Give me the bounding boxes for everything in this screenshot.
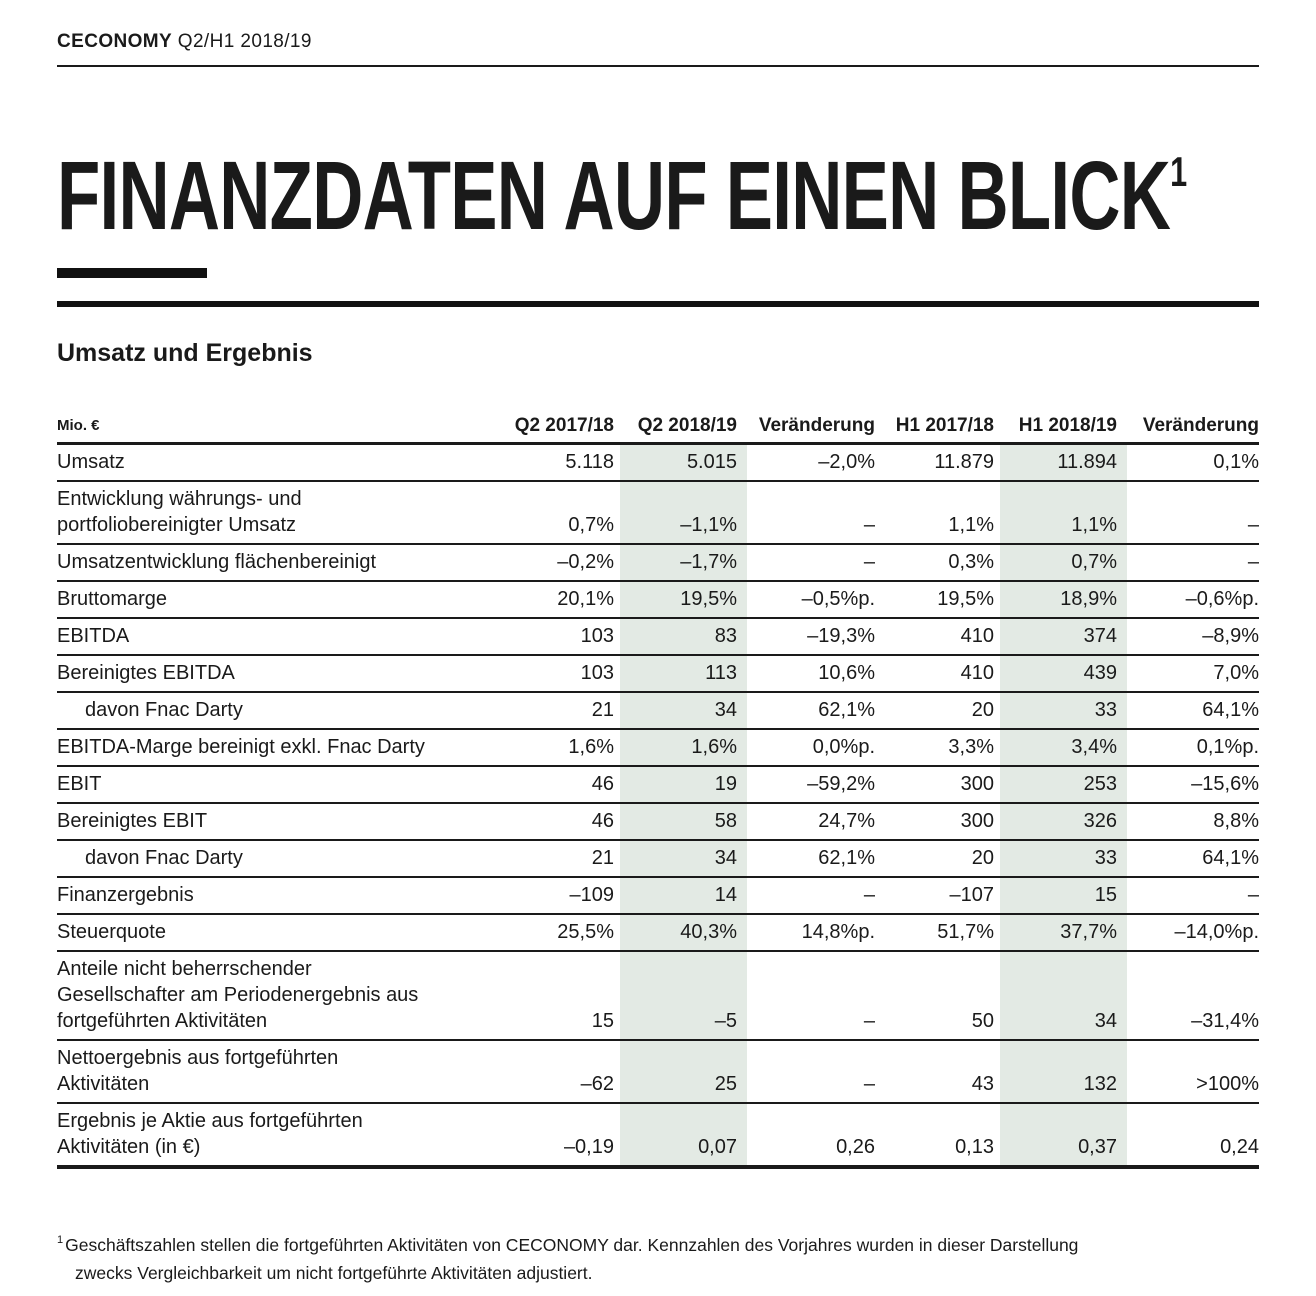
cell-value: 1,1%: [875, 481, 1000, 544]
cell-value: –: [1127, 877, 1259, 914]
running-header: [57, 30, 1259, 53]
table-row: [57, 877, 1259, 914]
cell-value: –59,2%: [747, 766, 875, 803]
cell-value: –: [747, 544, 875, 581]
cell-value: 0,24: [1127, 1103, 1259, 1167]
cell-value: 11.894: [1000, 444, 1127, 482]
cell-value: –0,6%p.: [1127, 581, 1259, 618]
cell-value: –0,5%p.: [747, 581, 875, 618]
cell-value: –2,0%: [747, 444, 875, 482]
cell-value: 0,07: [620, 1103, 747, 1167]
cell-value: 103: [487, 655, 620, 692]
cell-value: 0,0%p.: [747, 729, 875, 766]
row-label-line: Umsatz: [57, 451, 125, 473]
table-row: [57, 914, 1259, 951]
cell-value: –15,6%: [1127, 766, 1259, 803]
table-row: [57, 951, 1259, 1040]
cell-value: 18,9%: [1000, 581, 1127, 618]
cell-value: 300: [875, 766, 1000, 803]
row-label: [57, 840, 487, 877]
row-label: [57, 481, 487, 544]
cell-value: 20,1%: [487, 581, 620, 618]
cell-value: 19: [620, 766, 747, 803]
cell-value: –1,7%: [620, 544, 747, 581]
row-label: [57, 618, 487, 655]
table-row: [57, 766, 1259, 803]
cell-value: –: [747, 481, 875, 544]
cell-value: 64,1%: [1127, 840, 1259, 877]
cell-value: 19,5%: [620, 581, 747, 618]
column-header-q2-2018-19: Q2 2018/19: [620, 406, 747, 444]
row-label-line: EBITDA: [57, 625, 130, 647]
cell-value: 19,5%: [875, 581, 1000, 618]
cell-value: 51,7%: [875, 914, 1000, 951]
cell-value: –8,9%: [1127, 618, 1259, 655]
page-title-text: FINANZDATEN AUF EINEN BLICK: [57, 141, 1171, 250]
table-row: [57, 692, 1259, 729]
cell-value: –: [1127, 481, 1259, 544]
cell-value: 1,6%: [620, 729, 747, 766]
cell-value: 374: [1000, 618, 1127, 655]
cell-value: 0,37: [1000, 1103, 1127, 1167]
cell-value: 83: [620, 618, 747, 655]
cell-value: 410: [875, 655, 1000, 692]
cell-value: 58: [620, 803, 747, 840]
cell-value: 50: [875, 951, 1000, 1040]
cell-value: 300: [875, 803, 1000, 840]
table-row: [57, 581, 1259, 618]
row-label-line: EBITDA-Marge bereinigt exkl. Fnac Darty: [57, 736, 425, 758]
row-label: [57, 1040, 487, 1103]
cell-value: –0,19: [487, 1103, 620, 1167]
row-label-line: Entwicklung währungs- und: [57, 488, 302, 510]
table-row: [57, 1040, 1259, 1103]
cell-value: >100%: [1127, 1040, 1259, 1103]
cell-value: 21: [487, 840, 620, 877]
cell-value: 46: [487, 803, 620, 840]
column-header-q2-2017-18: Q2 2017/18: [487, 406, 620, 444]
row-label: [57, 581, 487, 618]
cell-value: 5.015: [620, 444, 747, 482]
table-row: [57, 729, 1259, 766]
page-title: [57, 141, 1188, 250]
report-period: Q2/H1 2018/19: [172, 31, 312, 52]
table-header-row: [57, 406, 1259, 444]
table-row: [57, 840, 1259, 877]
row-label-line: davon Fnac Darty: [85, 699, 243, 721]
financial-table: [57, 406, 1259, 1169]
title-footnote-marker: 1: [1170, 148, 1188, 195]
row-label-line: Bruttomarge: [57, 588, 168, 610]
row-label: [57, 444, 487, 482]
cell-value: 410: [875, 618, 1000, 655]
footnote: [57, 1227, 1259, 1287]
column-header-veraenderung-h1: Veränderung: [1127, 406, 1259, 444]
row-label-line: Aktivitäten (in €): [57, 1136, 201, 1158]
cell-value: 439: [1000, 655, 1127, 692]
cell-value: –31,4%: [1127, 951, 1259, 1040]
cell-value: 1,6%: [487, 729, 620, 766]
cell-value: 15: [1000, 877, 1127, 914]
header-rule: [57, 65, 1259, 67]
row-label-line: davon Fnac Darty: [85, 847, 243, 869]
row-label-line: Steuerquote: [57, 921, 166, 943]
cell-value: 0,26: [747, 1103, 875, 1167]
row-label: [57, 766, 487, 803]
column-header-h1-2018-19: H1 2018/19: [1000, 406, 1127, 444]
cell-value: 14,8%p.: [747, 914, 875, 951]
row-label-line: Finanzergebnis: [57, 884, 194, 906]
cell-value: 40,3%: [620, 914, 747, 951]
table-row: [57, 618, 1259, 655]
cell-value: 33: [1000, 840, 1127, 877]
row-label-line: EBIT: [57, 773, 102, 795]
row-label: [57, 1103, 487, 1167]
cell-value: –1,1%: [620, 481, 747, 544]
table-row: [57, 655, 1259, 692]
section-divider-rule: [57, 301, 1259, 307]
cell-value: –: [747, 877, 875, 914]
cell-value: 1,1%: [1000, 481, 1127, 544]
cell-value: 33: [1000, 692, 1127, 729]
footnote-text-2: zwecks Vergleichbarkeit um nicht fortgeführte Aktivitäten adjustiert.: [75, 1262, 593, 1283]
unit-label: Mio. €: [57, 406, 487, 444]
cell-value: 7,0%: [1127, 655, 1259, 692]
table-row: [57, 444, 1259, 482]
row-label-line: portfoliobereinigter Umsatz: [57, 514, 296, 536]
cell-value: 3,3%: [875, 729, 1000, 766]
cell-value: –19,3%: [747, 618, 875, 655]
cell-value: 0,1%p.: [1127, 729, 1259, 766]
cell-value: 253: [1000, 766, 1127, 803]
row-label: [57, 914, 487, 951]
cell-value: 10,6%: [747, 655, 875, 692]
row-label: [57, 544, 487, 581]
row-label-line: Ergebnis je Aktie aus fortgeführten: [57, 1110, 363, 1132]
cell-value: 62,1%: [747, 692, 875, 729]
cell-value: –14,0%p.: [1127, 914, 1259, 951]
row-label: [57, 729, 487, 766]
footnote-line-1: [57, 1227, 1259, 1259]
cell-value: –107: [875, 877, 1000, 914]
cell-value: 34: [1000, 951, 1127, 1040]
cell-value: 103: [487, 618, 620, 655]
row-label: [57, 692, 487, 729]
cell-value: 326: [1000, 803, 1127, 840]
cell-value: –: [747, 951, 875, 1040]
cell-value: 0,13: [875, 1103, 1000, 1167]
cell-value: 0,7%: [1000, 544, 1127, 581]
cell-value: 20: [875, 840, 1000, 877]
cell-value: –: [1127, 544, 1259, 581]
cell-value: 25,5%: [487, 914, 620, 951]
cell-value: 37,7%: [1000, 914, 1127, 951]
cell-value: 3,4%: [1000, 729, 1127, 766]
table-row: [57, 544, 1259, 581]
brand-name: CECONOMY: [57, 31, 173, 52]
section-heading: Umsatz und Ergebnis: [57, 339, 313, 367]
cell-value: –109: [487, 877, 620, 914]
footnote-marker: 1: [57, 1234, 64, 1246]
footnote-text-1: Geschäftszahlen stellen die fortgeführten Aktivitäten von CECONOMY dar. Kennzahlen des Vorjahres wurden in dieser Darstellung: [65, 1234, 1079, 1255]
title-accent-bar: [57, 268, 207, 278]
cell-value: 0,1%: [1127, 444, 1259, 482]
cell-value: –62: [487, 1040, 620, 1103]
cell-value: 14: [620, 877, 747, 914]
cell-value: 24,7%: [747, 803, 875, 840]
cell-value: 5.118: [487, 444, 620, 482]
cell-value: 64,1%: [1127, 692, 1259, 729]
cell-value: –0,2%: [487, 544, 620, 581]
cell-value: 0,7%: [487, 481, 620, 544]
row-label-line: Gesellschafter am Periodenergebnis aus: [57, 984, 419, 1006]
row-label: [57, 951, 487, 1040]
cell-value: –5: [620, 951, 747, 1040]
cell-value: 20: [875, 692, 1000, 729]
row-label: [57, 803, 487, 840]
cell-value: 15: [487, 951, 620, 1040]
cell-value: 11.879: [875, 444, 1000, 482]
column-header-veraenderung-q2: Veränderung: [747, 406, 875, 444]
cell-value: 46: [487, 766, 620, 803]
row-label-line: fortgeführten Aktivitäten: [57, 1010, 268, 1032]
cell-value: 25: [620, 1040, 747, 1103]
cell-value: 34: [620, 840, 747, 877]
row-label-line: Nettoergebnis aus fortgeführten: [57, 1047, 339, 1069]
cell-value: 0,3%: [875, 544, 1000, 581]
cell-value: 132: [1000, 1040, 1127, 1103]
cell-value: 8,8%: [1127, 803, 1259, 840]
cell-value: 43: [875, 1040, 1000, 1103]
row-label-line: Aktivitäten: [57, 1073, 150, 1095]
row-label-line: Bereinigtes EBIT: [57, 810, 208, 832]
cell-value: –: [747, 1040, 875, 1103]
row-label: [57, 655, 487, 692]
table-row: [57, 1103, 1259, 1167]
row-label-line: Umsatzentwicklung flächenbereinigt: [57, 551, 377, 573]
cell-value: 113: [620, 655, 747, 692]
row-label: [57, 877, 487, 914]
table-row: [57, 803, 1259, 840]
row-label-line: Anteile nicht beherrschender: [57, 958, 312, 980]
table-row: [57, 481, 1259, 544]
cell-value: 62,1%: [747, 840, 875, 877]
row-label-line: Bereinigtes EBITDA: [57, 662, 235, 684]
column-header-h1-2017-18: H1 2017/18: [875, 406, 1000, 444]
cell-value: 21: [487, 692, 620, 729]
cell-value: 34: [620, 692, 747, 729]
